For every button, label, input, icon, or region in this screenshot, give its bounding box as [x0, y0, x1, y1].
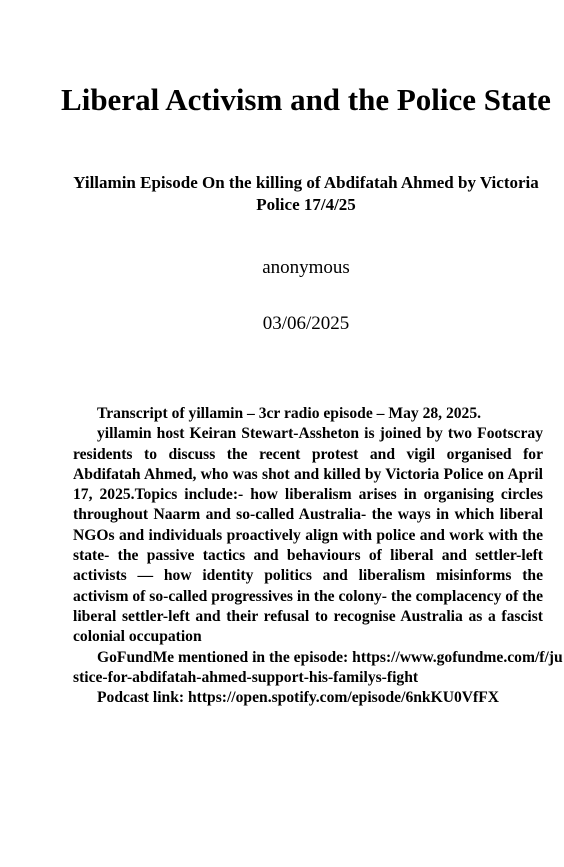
transcript-paragraph: Transcript of yillamin – 3cr radio episode – May 28, 2025. [97, 405, 482, 422]
gofundme-link-paragraph[interactable]: GoFundMe mentioned in the episode: https://www.gofundme.com/f/justice-for-abdifatah-ahmed-support-his-familys-fight [73, 648, 563, 686]
publication-date: 03/06/2025 [262, 313, 350, 334]
description-paragraph: yillamin host Keiran Stewart-Assheton is joined by two Footscray residents to discuss the recent protest and vigil organised for Abdifatah Ahmed, who was shot and killed by Victoria Police on April 17, 2025.Topics include:- how liberalism arises in organising circles throughout Naarm and so-called Australia- the ways in which liberal NGOs and individuals proactively align with police and work with the state- the passive tactics and behaviours of liberal and settler-left activists — how identity politics and liberalism misinforms the activism of so-called progressives in the colony- the complacency of the liberal settler-left and their refusal to recognise Australia as a fascist colonial occupation [73, 425, 543, 646]
article-body [73, 404, 563, 708]
page-subtitle: Yillamin Episode On the killing of Abdifatah Ahmed by Victoria Police 17/4/25 [73, 173, 539, 214]
author-name: anonymous [262, 257, 350, 278]
page-title: Liberal Activism and the Police State [61, 82, 551, 117]
podcast-link-paragraph[interactable]: Podcast link: https://open.spotify.com/episode/6nkKU0VfFX [97, 689, 500, 707]
